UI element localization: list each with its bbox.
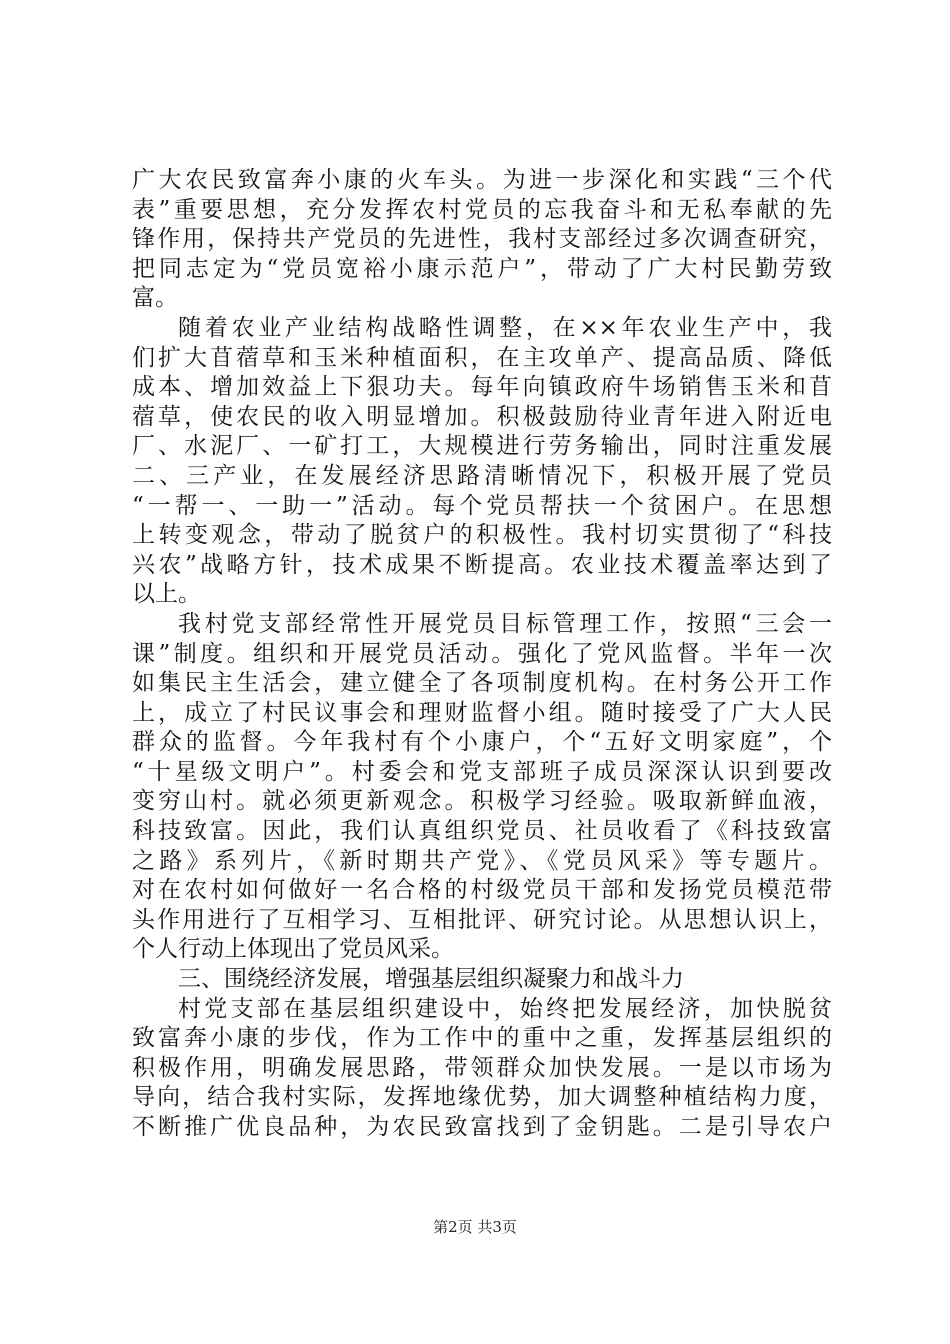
text-line: 致富奔小康的步伐，作为工作中的重中之重，发挥基层组织的 — [132, 1025, 832, 1052]
text-line: 之路》系列片，《新时期共产党》、《党员风采》等专题片。 — [132, 847, 832, 874]
text-line: 表”重要思想，充分发挥农村党员的忘我奋斗和无私奉献的先 — [132, 196, 832, 223]
text-line: 变穷山村。就必须更新观念。积极学习经验。吸取新鲜血液， — [132, 788, 832, 815]
text-line: 课”制度。组织和开展党员活动。强化了党风监督。半年一次 — [132, 640, 832, 667]
text-line: 厂、水泥厂、一矿打工，大规模进行劳务输出，同时注重发展 — [132, 433, 832, 460]
text-line: 不断推广优良品种，为农民致富找到了金钥匙。二是引导农户 — [132, 1114, 832, 1140]
text-line: 广大农民致富奔小康的火车头。为进一步深化和实践“三个代 — [132, 167, 832, 193]
text-line: 对在农村如何做好一名合格的村级党员干部和发扬党员模范带 — [132, 877, 832, 904]
text-line: 个人行动上体现出了党员风采。 — [132, 936, 454, 963]
text-line: 如集民主生活会，建立健全了各项制度机构。在村务公开工作 — [132, 670, 832, 697]
text-line: 把同志定为“党员宽裕小康示范户”，带动了广大村民勤劳致 — [132, 255, 832, 282]
text-line: 积极作用，明确发展思路，带领群众加快发展。一是以市场为 — [132, 1054, 832, 1081]
text-line: 导向，结合我村实际，发挥地缘优势，加大调整种植结构力度， — [132, 1084, 832, 1111]
text-line: 兴农”战略方针，技术成果不断提高。农业技术覆盖率达到了 — [132, 551, 832, 578]
paragraph-first-line: 我村党支部经常性开展党员目标管理工作，按照“三会一 — [178, 610, 832, 637]
page-number: 第2页 共3页 — [433, 1218, 517, 1236]
text-line: 头作用进行了互相学习、互相批评、研究讨论。从思想认识上， — [132, 906, 832, 933]
paragraph-first-line: 随着农业产业结构战略性调整，在××年农业生产中，我 — [178, 314, 832, 341]
text-line: 锋作用，保持共产党员的先进性，我村支部经过多次调查研究， — [132, 226, 832, 253]
paragraph-first-line: 村党支部在基层组织建设中，始终把发展经济，加快脱贫 — [178, 995, 832, 1022]
document-body — [132, 166, 832, 1143]
text-line: 成本、增加效益上下狠功夫。每年向镇政府牛场销售玉米和苜 — [132, 374, 832, 401]
text-line: 富。 — [132, 285, 178, 312]
text-line: 以上。 — [132, 581, 201, 608]
text-line: “一帮一、一助一”活动。每个党员帮扶一个贫困户。在思想 — [132, 492, 832, 519]
text-line: 蓿草，使农民的收入明显增加。积极鼓励待业青年进入附近电 — [132, 403, 832, 430]
text-line: 上，成立了村民议事会和理财监督小组。随时接受了广大人民 — [132, 699, 832, 726]
text-line: 们扩大苜蓿草和玉米种植面积，在主攻单产、提高品质、降低 — [132, 344, 832, 371]
text-line: 上转变观念，带动了脱贫户的积极性。我村切实贯彻了“科技 — [132, 522, 832, 549]
text-line: 群众的监督。今年我村有个小康户，个“五好文明家庭”，个 — [132, 729, 832, 756]
text-line: 科技致富。因此，我们认真组织党员、社员收看了《科技致富 — [132, 818, 832, 845]
section-heading: 三、围绕经济发展，增强基层组织凝聚力和战斗力 — [178, 966, 684, 993]
text-line: 二、三产业，在发展经济思路清晰情况下，积极开展了党员 — [132, 462, 832, 489]
text-line: “十星级文明户”。村委会和党支部班子成员深深认识到要改 — [132, 758, 832, 785]
